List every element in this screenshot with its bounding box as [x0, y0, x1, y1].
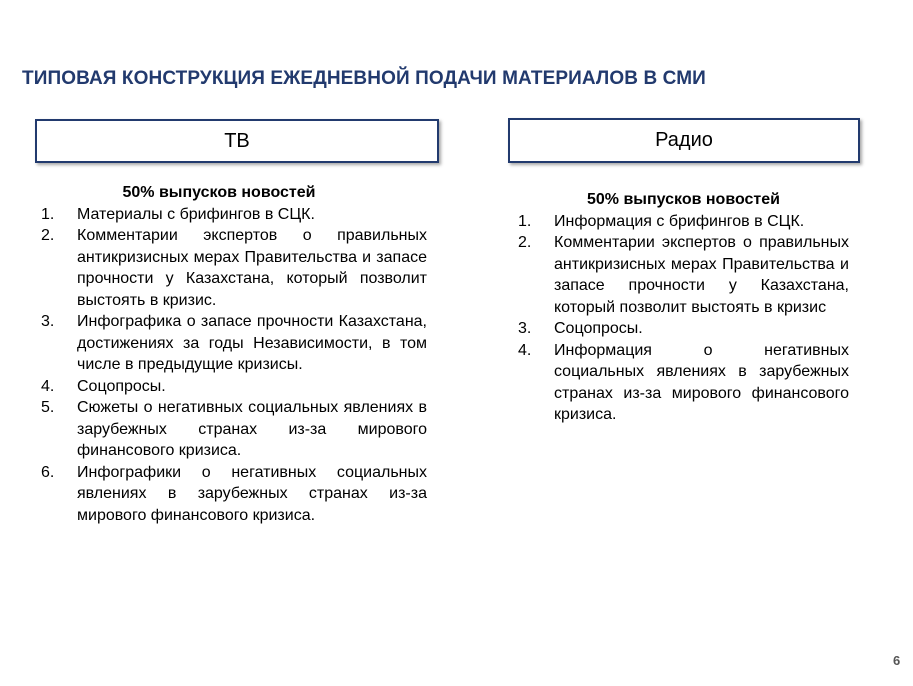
list-item [41, 397, 427, 462]
list-item [518, 211, 849, 233]
item-text: Информация о негативных социальных явлениях в зарубежных странах из-за мирового финансового кризиса. [554, 341, 849, 423]
list-item [518, 340, 849, 426]
radio-heading: 50% выпусков новостей [587, 191, 780, 208]
item-text: Соцопросы. [77, 377, 166, 395]
slide-title: ТИПОВАЯ КОНСТРУКЦИЯ ЕЖЕДНЕВНОЙ ПОДАЧИ МАТЕРИАЛОВ В СМИ [22, 68, 706, 89]
item-number: 4. [518, 341, 532, 359]
item-number: 3. [41, 313, 55, 330]
radio-header-box [508, 118, 860, 163]
list-item [41, 204, 427, 226]
tv-header-label: ТВ [224, 129, 250, 152]
list-item [41, 462, 427, 527]
radio-header-label: Радио [655, 129, 713, 151]
list-item [41, 376, 427, 398]
tv-header-box [35, 119, 439, 163]
item-number: 1. [518, 212, 532, 230]
item-text: Инфографика о запасе прочности Казахстана, достижениях за годы Независимости, в том числе в предыдущие кризисы. [77, 313, 427, 373]
item-number: 6. [41, 463, 55, 481]
item-text: Комментарии экспертов о правильных антикризисных мерах Правительства и запасе прочности у Казахстана, который позволит выстоять в кризис. [77, 227, 427, 309]
list-item [518, 318, 849, 340]
item-text: Сюжеты о негативных социальных явлениях в зарубежных странах из-за мирового финансового кризиса. [77, 399, 427, 459]
list-item [41, 311, 427, 376]
tv-column [41, 182, 427, 526]
list-item [41, 225, 427, 311]
item-number: 3. [518, 320, 532, 337]
page-number: 6 [893, 653, 901, 668]
item-number: 1. [41, 205, 55, 223]
tv-heading: 50% выпусков новостей [122, 184, 316, 201]
item-number: 5. [41, 399, 55, 416]
item-number: 2. [518, 234, 532, 251]
tv-list [41, 204, 427, 527]
list-item [518, 232, 849, 318]
item-number: 4. [41, 377, 55, 395]
item-text: Комментарии экспертов о правильных антикризисных мерах Правительства и запасе прочности у Казахстана, который позволит выстоять в кризис [554, 234, 849, 316]
item-text: Инфографики о негативных социальных явлениях в зарубежных странах из-за мирового финансового кризиса. [77, 463, 427, 524]
item-text: Материалы с брифингов в СЦК. [77, 205, 315, 223]
radio-list [518, 211, 849, 426]
item-number: 2. [41, 227, 55, 244]
item-text: Соцопросы. [554, 320, 643, 337]
item-text: Информация с брифингов в СЦК. [554, 212, 805, 230]
radio-column [518, 189, 849, 426]
